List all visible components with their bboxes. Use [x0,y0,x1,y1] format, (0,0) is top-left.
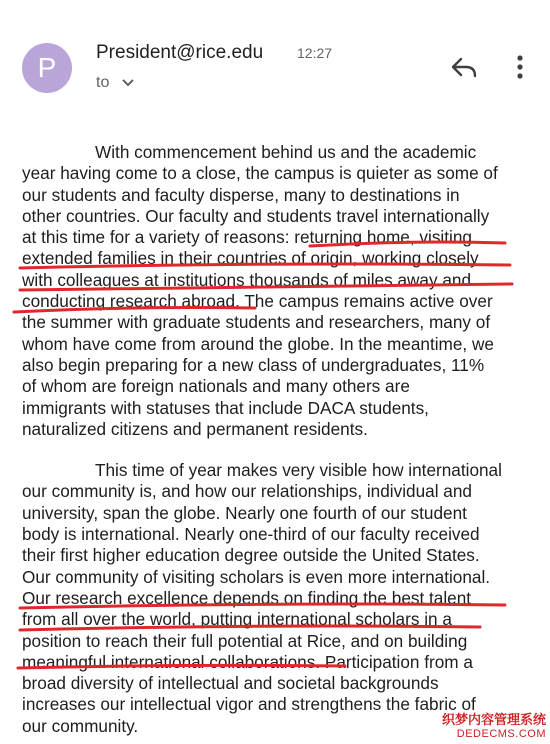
email-header [0,0,550,110]
body-line: With commencement behind us and the academic [95,142,477,162]
paragraph-gap [22,440,534,460]
timestamp: 12:27 [297,45,333,61]
body-line: our students and faculty disperse, many to destinations in [22,184,460,205]
more-vert-icon[interactable] [512,54,528,80]
avatar[interactable]: P [22,43,72,93]
body-line: increases our intellectual vigor and strengthens the fabric of [22,694,476,715]
body-line: our community is, and how our relationships, individual and [22,481,472,502]
body-line: Our community of visiting scholars is even more international. [22,566,491,587]
body-line: with colleagues at institutions thousands of miles away and [22,269,472,290]
body-line: also begin preparing for a new class of undergraduates, 11% [22,354,485,375]
to-label: to [96,74,110,91]
body-line: university, span the globe. Nearly one fourth of our student [22,502,467,523]
body-line: year having come to a close, the campus is quieter as some of [22,163,498,184]
reply-icon[interactable] [450,56,478,78]
body-line: whom have come from around the globe. In the meantime, we [22,333,494,354]
body-line: at this time for a variety of reasons: returning home, visiting [22,227,472,248]
watermark-url: DEDECMS.COM [456,728,546,740]
body-line: immigrants with statuses that include DACA students, [22,397,429,418]
body-line: Our research excellence depends on finding the best talent [22,587,472,608]
body-line: body is international. Nearly one-third of our faculty received [22,524,480,545]
body-line: conducting research abroad. The campus remains active over [22,291,493,312]
sender-address: President@rice.edu [96,42,264,63]
watermark [442,709,546,740]
body-line: their first higher education degree outside the United States. [22,545,480,566]
body-line: This time of year makes very visible how international [95,460,502,481]
recipients-toggle[interactable] [96,74,135,92]
body-line: meaningful international collaborations. Participation from a [22,651,473,672]
body-line: from all over the world, putting international scholars in a [22,609,452,630]
body-line: of whom are foreign nationals and many others are [22,376,410,397]
email-body [22,142,534,737]
watermark-title: 织梦内容管理系统 [441,712,546,727]
body-line: the summer with graduate students and researchers, many of [22,312,491,333]
body-line: extended families in their countries of origin, working closely [22,248,479,269]
body-line: naturalized citizens and permanent residents. [22,418,368,439]
body-line: our community. [22,715,139,736]
body-line: other countries. Our faculty and students travel internationally [22,205,490,226]
chevron-down-icon[interactable] [121,78,135,88]
body-line: position to reach their full potential at Rice, and on building [22,630,468,651]
body-line: broad diversity of intellectual and societal backgrounds [22,673,439,694]
